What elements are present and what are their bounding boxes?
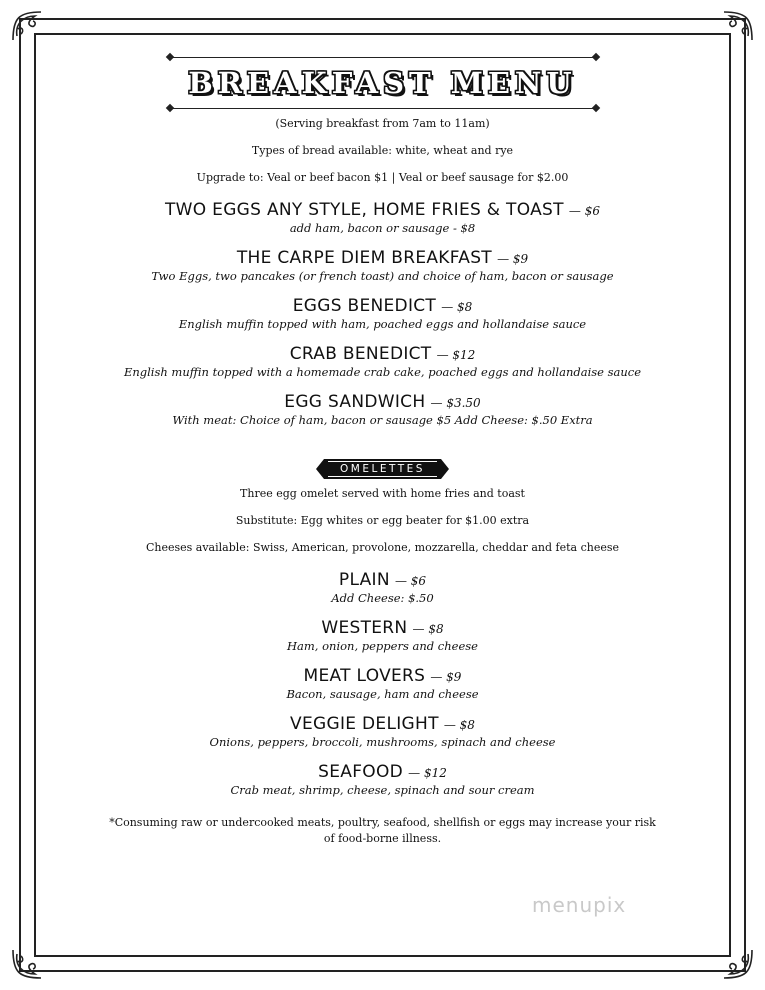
menu-item [36,200,729,235]
menu-item [36,666,729,701]
food-safety-disclaimer: *Consuming raw or undercooked meats, poultry, seafood, shellfish or eggs may increase your risk of food-borne illness. [109,816,656,845]
watermark: menupix [532,893,627,917]
item-name: TWO EGGS ANY STYLE, HOME FRIES & TOAST [164,200,564,220]
omelettes-section-header [36,459,729,481]
serving-hours-note: (Serving breakfast from 7am to 11am) [275,117,490,130]
item-name: SEAFOOD [318,762,404,782]
item-name: PLAIN [338,570,390,590]
item-description: English muffin topped with ham, poached eggs and hollandaise sauce [178,317,587,331]
menu-item [36,762,729,797]
item-description: English muffin topped with a homemade crab cake, poached eggs and hollandaise sauce [123,365,642,379]
item-name: MEAT LOVERS [303,666,426,686]
title-block [170,57,596,109]
item-price: — $6 [394,574,427,588]
title-rule-top [170,57,596,58]
item-name: WESTERN [321,618,408,638]
item-price: — $6 [568,204,600,218]
item-description: Ham, onion, peppers and cheese [287,639,478,653]
item-price: — $12 [436,348,476,362]
item-name: EGGS BENEDICT [292,296,437,316]
bread-types-note: Types of bread available: white, wheat and rye [251,144,514,157]
menu-item [36,344,729,379]
item-description: Add Cheese: $.50 [331,591,434,605]
item-name: THE CARPE DIEM BREAKFAST [236,248,492,268]
item-price: — $12 [408,766,447,780]
item-name: EGG SANDWICH [284,392,426,412]
substitute-note: Substitute: Egg whites or egg beater for $1.00 extra [235,514,530,527]
cheeses-note: Cheeses available: Swiss, American, provolone, mozzarella, cheddar and feta cheese [145,541,620,554]
menu-item [36,392,729,427]
menu-item [36,296,729,331]
item-description: Onions, peppers, broccoli, mushrooms, spinach and cheese [209,735,556,749]
flourish-corner-icon [9,946,45,982]
omelette-base-note: Three egg omelet served with home fries and toast [240,487,525,500]
item-price: — $9 [430,670,462,684]
section-banner [324,459,441,479]
item-description: add ham, bacon or sausage - $8 [289,221,476,235]
flourish-corner-icon [720,946,756,982]
item-description: Bacon, sausage, ham and cheese [286,687,479,701]
menu-item [36,618,729,653]
item-price: — $8 [443,718,475,732]
item-description: Crab meat, shrimp, cheese, spinach and sour cream [230,783,535,797]
item-price: — $8 [441,300,473,314]
item-price: — $3.50 [430,396,481,410]
menu-item [36,570,729,605]
upgrade-note: Upgrade to: Veal or beef bacon $1 | Veal or beef sausage for $2.00 [196,171,569,184]
menu-content [36,35,729,847]
menu-item [36,248,729,283]
item-description: Two Eggs, two pancakes (or french toast) and choice of ham, bacon or sausage [151,269,614,283]
item-name: VEGGIE DELIGHT [290,714,439,734]
title-rule-bottom [170,108,596,109]
section-title: OMELETTES [340,463,425,475]
item-name: CRAB BENEDICT [289,344,432,364]
item-price: — $9 [497,252,529,266]
page-title: BREAKFAST MENU [188,66,577,100]
item-description: With meat: Choice of ham, bacon or sausage $5 Add Cheese: $.50 Extra [172,413,593,427]
menu-item [36,714,729,749]
item-price: — $8 [412,622,444,636]
